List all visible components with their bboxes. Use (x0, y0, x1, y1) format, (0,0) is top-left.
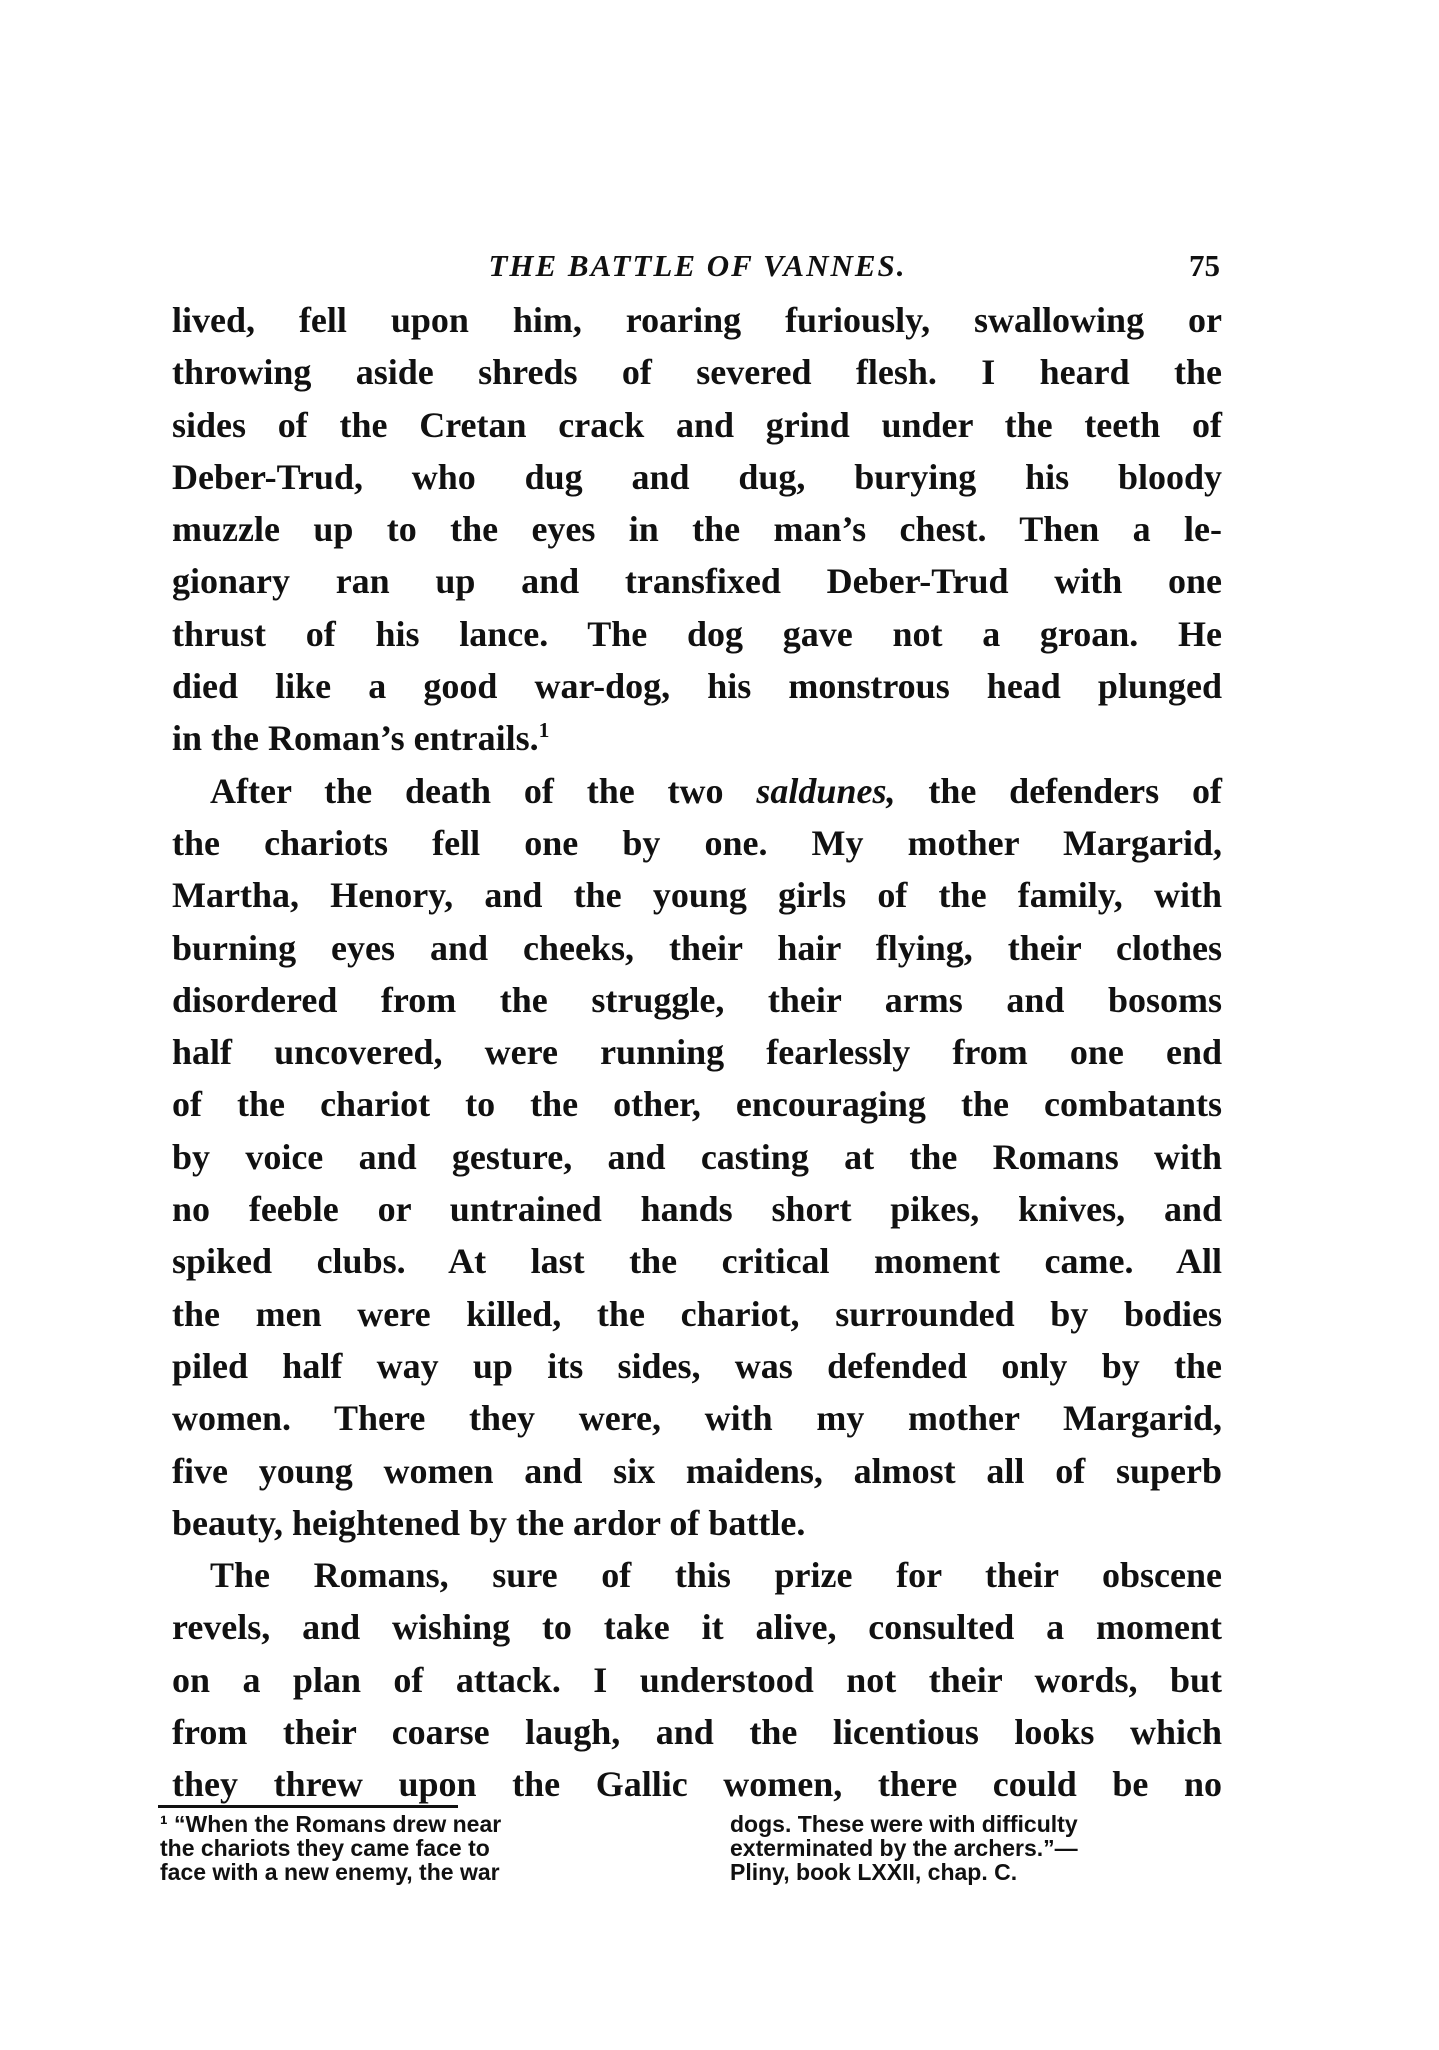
text-line: Martha, Henory, and the young girls of the family, with (172, 875, 1222, 916)
footnote-line: ¹ “When the Romans drew near (160, 1811, 502, 1837)
text-line: on a plan of attack. I understood not their words, but (172, 1659, 1222, 1700)
text-line: half uncovered, were running fearlessly from one end (172, 1032, 1222, 1073)
text-line: lived, fell upon him, roaring furiously, swallowing or (172, 300, 1222, 340)
paragraph (172, 1549, 1222, 1810)
text-line: the chariots fell one by one. My mother Margarid, (172, 822, 1222, 863)
footnote-column-left (160, 1812, 650, 1884)
text-line-content: in the Roman’s entrails. (172, 718, 539, 759)
page-number: 75 (1189, 248, 1220, 283)
footnote-reference: 1 (538, 718, 550, 743)
text-segment: After the death of the two (210, 770, 757, 811)
footnote (160, 1812, 1220, 1884)
text-line: no feeble or untrained hands short pikes, knives, and (172, 1189, 1222, 1230)
text-line: muzzle up to the eyes in the man’s chest. Then a le- (172, 509, 1222, 550)
footnote-column-right (730, 1812, 1220, 1884)
text-line: died like a good war-dog, his monstrous head plunged (172, 666, 1222, 707)
text-line: Deber-Trud, who dug and dug, burying his bloody (172, 456, 1222, 497)
text-line: sides of the Cretan crack and grind under the teeth of (172, 404, 1222, 445)
paragraph (172, 294, 1222, 765)
text-line: gionary ran up and transfixed Deber-Trud with one (172, 561, 1222, 602)
text-line: of the chariot to the other, encouraging the combatants (172, 1084, 1222, 1125)
text-line: spiked clubs. At last the critical moment came. All (172, 1241, 1222, 1282)
footnote-line: exterminated by the archers.”— (730, 1835, 1078, 1861)
footnote-line: dogs. These were with difficulty (730, 1811, 1078, 1837)
text-line: The Romans, sure of this prize for their obscene (210, 1555, 1222, 1596)
text-segment: the defenders of (895, 770, 1223, 811)
chapter-title: THE BATTLE OF VANNES. (488, 248, 907, 283)
text-line: beauty, heightened by the ardor of battle. (172, 1502, 806, 1543)
text-line: women. There they were, with my mother Margarid, (172, 1398, 1222, 1439)
text-line: five young women and six maidens, almost all of superb (172, 1450, 1222, 1491)
text-line: from their coarse laugh, and the licentious looks which (172, 1712, 1222, 1753)
footnote-line: face with a new enemy, the war (160, 1859, 500, 1885)
footnote-line: Pliny, book LXXII, chap. C. (730, 1859, 1018, 1885)
footnote-divider (158, 1805, 458, 1808)
text-line: burning eyes and cheeks, their hair flying, their clothes (172, 927, 1222, 968)
text-line: the men were killed, the chariot, surrounded by bodies (172, 1293, 1222, 1334)
italic-term: saldunes, (756, 770, 896, 811)
text-line: revels, and wishing to take it alive, consulted a moment (172, 1607, 1222, 1648)
text-line: disordered from the struggle, their arms and bosoms (172, 979, 1222, 1020)
text-line (172, 712, 1222, 764)
text-line: throwing aside shreds of severed flesh. I heard the (172, 352, 1222, 393)
text-line: piled half way up its sides, was defended only by the (172, 1345, 1222, 1386)
text-line (172, 765, 1222, 817)
text-line: thrust of his lance. The dog gave not a groan. He (172, 613, 1222, 654)
text-line: they threw upon the Gallic women, there could be no (172, 1764, 1222, 1805)
body-text (172, 294, 1222, 1811)
footnote-line: the chariots they came face to (160, 1835, 490, 1861)
running-head (175, 248, 1220, 288)
text-line: by voice and gesture, and casting at the Romans with (172, 1136, 1222, 1177)
paragraph (172, 765, 1222, 1549)
